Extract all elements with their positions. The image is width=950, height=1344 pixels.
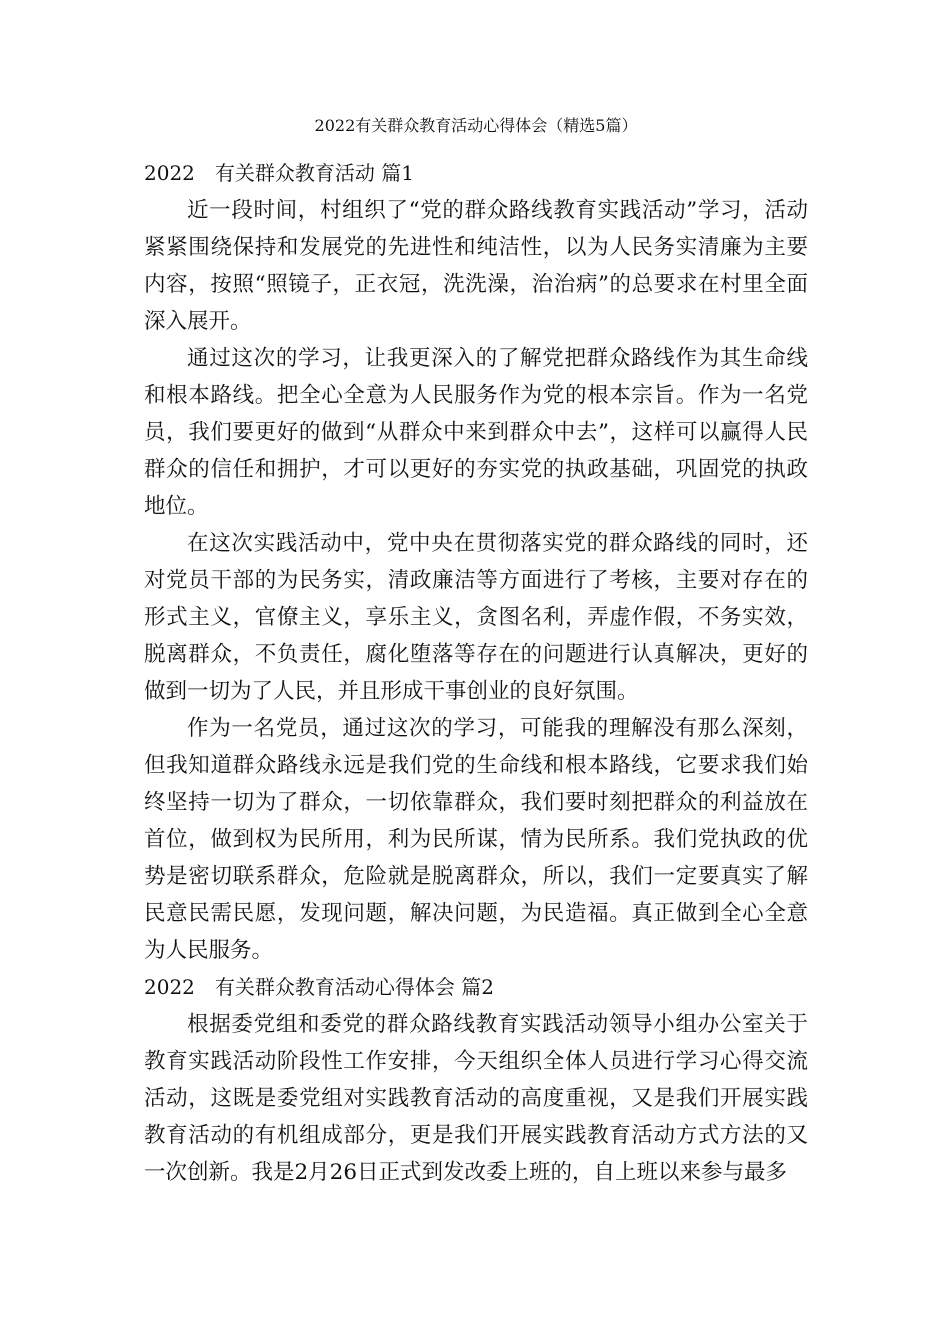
document-body: [144, 155, 808, 1191]
paragraph: 根据委党组和委党的群众路线教育实践活动领导小组办公室关于教育实践活动阶段性工作安排，今天组织全体人员进行学习心得交流活动，这既是委党组对实践教育活动的高度重视，又是我们开展实践教育活动的有机组成部分，更是我们开展实践教育活动方式方法的又一次创新。我是2月26日正式到发改委上班的，自上班以来参与最多: [144, 1012, 808, 1185]
paragraph: 通过这次的学习，让我更深入的了解党把群众路线作为其生命线和根本路线。把全心全意为人民服务作为党的根本宗旨。作为一名党员，我们要更好的做到“从群众中来到群众中去”，这样可以赢得人民群众的信任和拥护，才可以更好的夯实党的执政基础，巩固党的执政地位。: [144, 346, 808, 519]
document-title: 2022有关群众教育活动心得体会（精选5篇）: [314, 116, 638, 135]
paragraph: 近一段时间，村组织了“党的群众路线教育实践活动”学习，活动紧紧围绕保持和发展党的先进性和纯洁性，以为人民务实清廉为主要内容，按照“照镜子，正衣冠，洗洗澡，治治病”的总要求在村里全面深入展开。: [144, 198, 808, 334]
section-heading: 2022 有关群众教育活动心得体会 篇2: [144, 975, 494, 999]
section-heading: 2022 有关群众教育活动 篇1: [144, 161, 414, 185]
paragraph: 在这次实践活动中，党中央在贯彻落实党的群众路线的同时，还对党员干部的为民务实，清政廉洁等方面进行了考核，主要对存在的形式主义，官僚主义，享乐主义，贪图名利，弄虚作假，不务实效，脱离群众，不负责任，腐化堕落等存在的问题进行认真解决，更好的做到一切为了人民，并且形成干事创业的良好氛围。: [144, 531, 808, 704]
paragraph: 作为一名党员，通过这次的学习，可能我的理解没有那么深刻，但我知道群众路线永远是我们党的生命线和根本路线，它要求我们始终坚持一切为了群众，一切依靠群众，我们要时刻把群众的利益放在首位，做到权为民所用，利为民所谋，情为民所系。我们党执政的优势是密切联系群众，危险就是脱离群众，所以，我们一定要真实了解民意民需民愿，发现问题，解决问题，为民造福。真正做到全心全意为人民服务。: [144, 716, 808, 963]
